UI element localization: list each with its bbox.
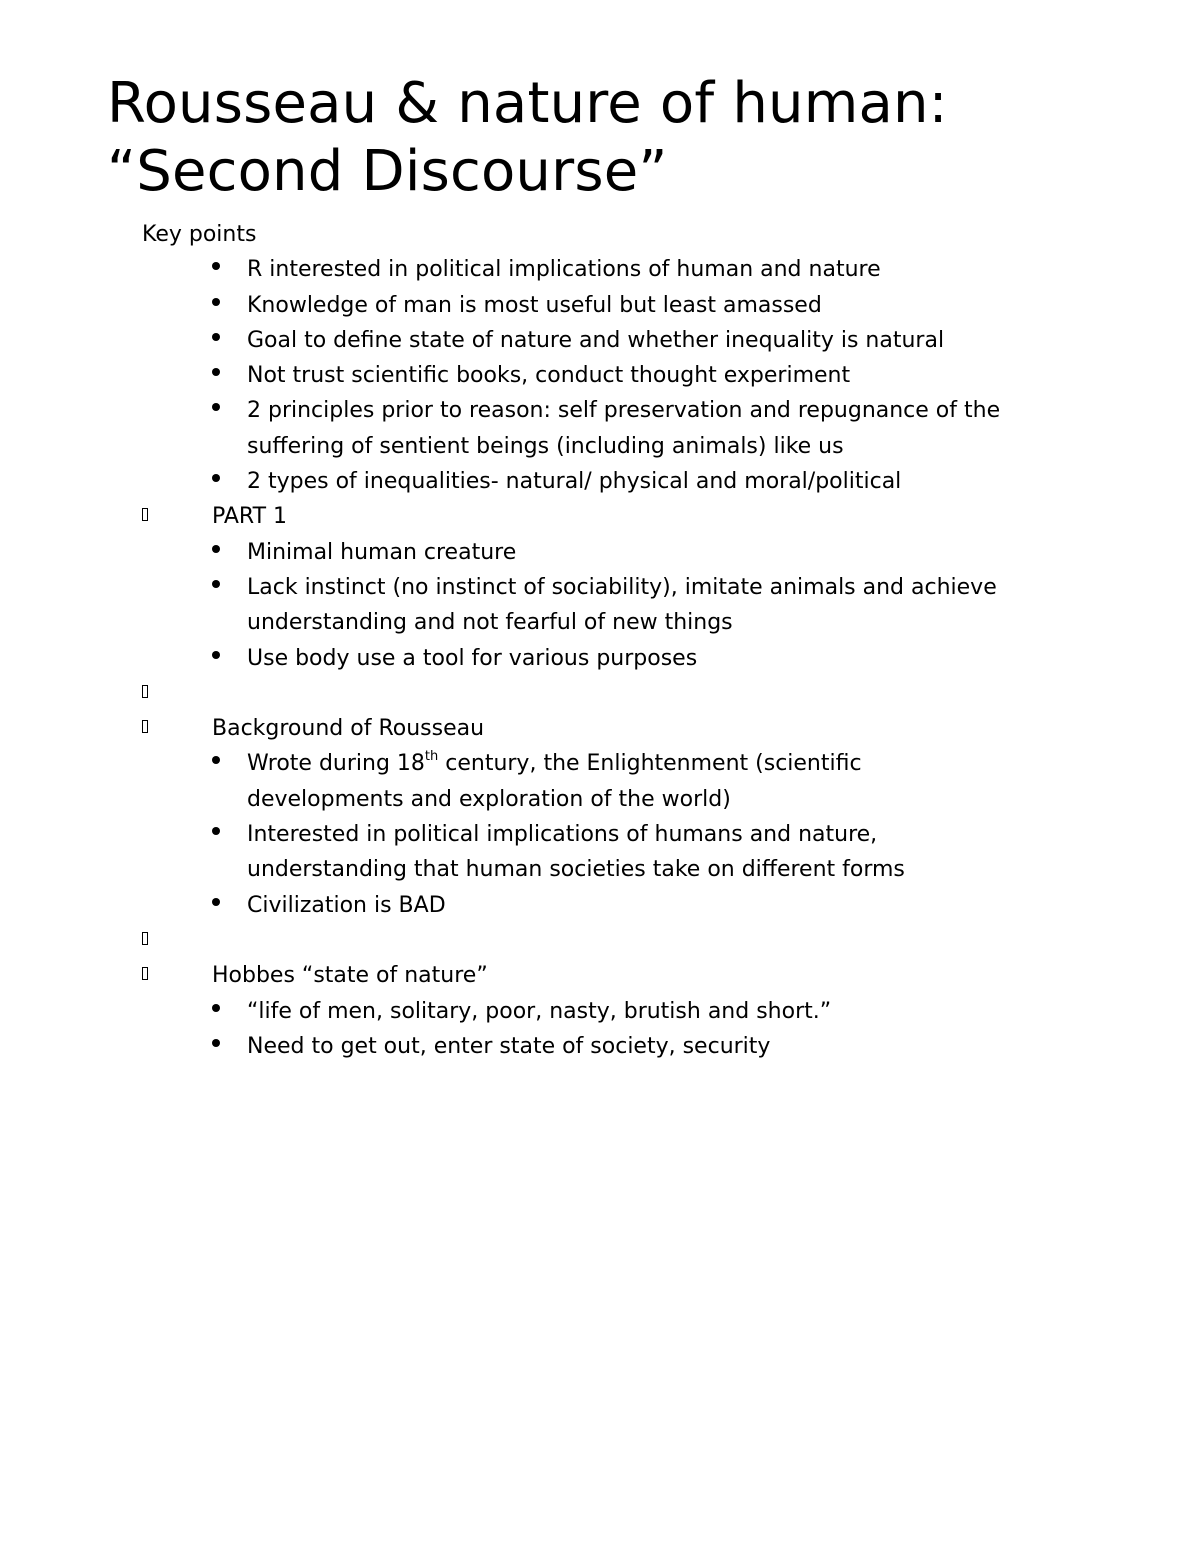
list-item bbox=[0, 1029, 1200, 1064]
missing-glyph-box-icon bbox=[142, 685, 148, 698]
background-heading-line bbox=[0, 711, 1200, 746]
bullet-icon bbox=[212, 368, 220, 376]
hobbes-heading-line bbox=[0, 958, 1200, 993]
list-item-text: Civilization is BAD bbox=[247, 892, 446, 918]
list-item-continuation bbox=[0, 852, 1200, 887]
bullet-icon bbox=[212, 651, 220, 659]
list-item-continuation bbox=[0, 782, 1200, 817]
bullet-icon bbox=[212, 580, 220, 588]
list-item-continuation bbox=[0, 605, 1200, 640]
document-body bbox=[0, 217, 1200, 1064]
bullet-icon bbox=[212, 474, 220, 482]
list-item-text: Lack instinct (no instinct of sociability), imitate animals and achieve bbox=[247, 574, 997, 600]
list-item bbox=[0, 994, 1200, 1029]
hobbes-heading: Hobbes “state of nature” bbox=[212, 963, 488, 989]
superscript: th bbox=[424, 749, 439, 765]
document-title bbox=[107, 70, 948, 206]
list-item bbox=[0, 393, 1200, 428]
empty-line bbox=[0, 676, 1200, 711]
list-item-text: developments and exploration of the world) bbox=[247, 786, 731, 812]
list-item bbox=[0, 817, 1200, 852]
list-item bbox=[0, 888, 1200, 923]
list-item bbox=[0, 464, 1200, 499]
list-item-text: Not trust scientific books, conduct thought experiment bbox=[247, 363, 851, 389]
list-item bbox=[0, 535, 1200, 570]
text-segment: century, the Enlightenment (scientific bbox=[438, 751, 862, 777]
empty-line bbox=[0, 923, 1200, 958]
list-item bbox=[0, 358, 1200, 393]
part1-heading: PART 1 bbox=[212, 504, 288, 530]
text-segment: Wrote during 18 bbox=[247, 751, 425, 777]
missing-glyph-box-icon bbox=[142, 508, 148, 521]
list-item bbox=[0, 323, 1200, 358]
list-item-text: 2 principles prior to reason: self preservation and repugnance of the bbox=[247, 398, 1001, 424]
bullet-icon bbox=[212, 298, 220, 306]
list-item-text: suffering of sentient beings (including animals) like us bbox=[247, 433, 844, 459]
list-item-text: Knowledge of man is most useful but least amassed bbox=[247, 292, 822, 318]
list-item-text: “life of men, solitary, poor, nasty, brutish and short.” bbox=[247, 998, 832, 1024]
missing-glyph-box-icon bbox=[142, 967, 148, 980]
part1-heading-line bbox=[0, 499, 1200, 534]
bullet-icon bbox=[212, 403, 220, 411]
list-item bbox=[0, 641, 1200, 676]
list-item-text: 2 types of inequalities- natural/ physical and moral/political bbox=[247, 469, 902, 495]
bullet-icon bbox=[212, 756, 220, 764]
list-item bbox=[0, 288, 1200, 323]
title-line-1: Rousseau & nature of human: bbox=[107, 71, 948, 136]
title-line-2: “Second Discourse” bbox=[107, 139, 668, 204]
bullet-icon bbox=[212, 545, 220, 553]
list-item-text: Use body use a tool for various purposes bbox=[247, 645, 698, 671]
list-item bbox=[0, 252, 1200, 287]
bullet-icon bbox=[212, 333, 220, 341]
key-points-heading-line bbox=[0, 217, 1200, 252]
bullet-icon bbox=[212, 1004, 220, 1012]
list-item-text: understanding and not fearful of new things bbox=[247, 610, 733, 636]
key-points-heading: Key points bbox=[142, 222, 257, 247]
list-item-text: Minimal human creature bbox=[247, 539, 517, 565]
list-item-text: R interested in political implications of human and nature bbox=[247, 257, 881, 283]
bullet-icon bbox=[212, 898, 220, 906]
list-item-text: understanding that human societies take on different forms bbox=[247, 857, 905, 883]
bullet-icon bbox=[212, 827, 220, 835]
list-item-text: Need to get out, enter state of society, security bbox=[247, 1033, 771, 1059]
list-item-continuation bbox=[0, 429, 1200, 464]
list-item-text bbox=[247, 746, 862, 781]
background-heading: Background of Rousseau bbox=[212, 716, 485, 742]
list-item-text: Interested in political implications of humans and nature, bbox=[247, 822, 878, 848]
missing-glyph-box-icon bbox=[142, 720, 148, 733]
missing-glyph-box-icon bbox=[142, 932, 148, 945]
bullet-icon bbox=[212, 1039, 220, 1047]
list-item bbox=[0, 746, 1200, 781]
list-item bbox=[0, 570, 1200, 605]
bullet-icon bbox=[212, 262, 220, 270]
list-item-text: Goal to define state of nature and whether inequality is natural bbox=[247, 327, 945, 353]
